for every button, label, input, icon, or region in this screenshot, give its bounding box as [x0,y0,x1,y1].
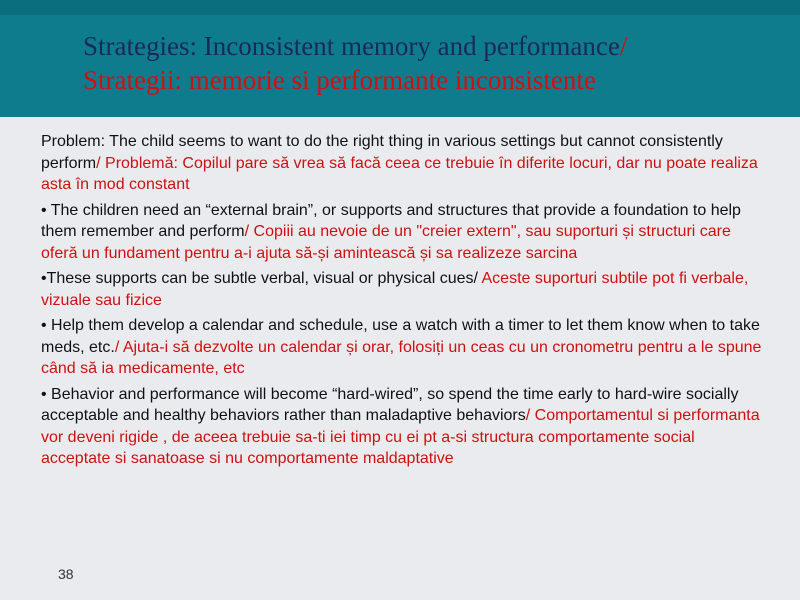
paragraph-english: • Help them develop a calendar and schedule, use a watch with a timer to let them know when to take meds, etc. [41,317,760,356]
paragraph-english: • Behavior and performance will become “hard-wired”, so spend the time early to hard-wire socially acceptable and healthy behaviors rather than maladaptive behaviors [41,385,739,424]
paragraph-external-brain [41,200,763,265]
paragraph-romanian: Aceste suporturi subtile pot fi verbale, vizuale sau fizice [41,270,749,309]
paragraph-english: •These supports can be subtle verbal, visual or physical cues/ [41,270,482,287]
paragraph-romanian: / Problemă: Copilul pare să vrea să facă ceea ce trebuie în diferite locuri, dar nu poate realiza asta în mod constant [41,154,758,193]
paragraph-calendar [41,315,763,380]
paragraph-english: Problem: The child seems to want to do the right thing in various settings but cannot consistently perform [41,133,723,172]
title-romanian: Strategii: memorie si performante inconsistente [83,65,596,95]
paragraph-romanian: / Copiii au nevoie de un "creier extern", sau suporturi și structuri care oferă un fundament pentru a-i ajuta să-și amintească și sa realizeze sarcina [41,223,731,262]
slide-body [41,131,763,474]
paragraph-supports [41,268,763,311]
paragraph-romanian: / Comportamentul si performanta vor deveni rigide , de aceea trebuie sa-ti iei timp cu ei pt a-si structura comportamente social acceptate si sanatoase si nu comportamente maldaptative [41,407,760,467]
title-separator: / [619,31,628,61]
paragraph-hard-wired [41,384,763,470]
page-number: 38 [58,566,74,582]
paragraph-romanian: / Ajuta-i să dezvolte un calendar și orar, folosiți un ceas cu un cronometru pentru a le spune când să ia medicamente, etc [41,338,762,377]
slide-title [83,29,783,97]
title-english: Strategies: Inconsistent memory and performance [83,31,620,61]
paragraph-english: • The children need an “external brain”, or supports and structures that provide a foundation to help them remember and perform [41,201,741,240]
header-band [0,0,800,15]
paragraph-problem [41,131,763,196]
